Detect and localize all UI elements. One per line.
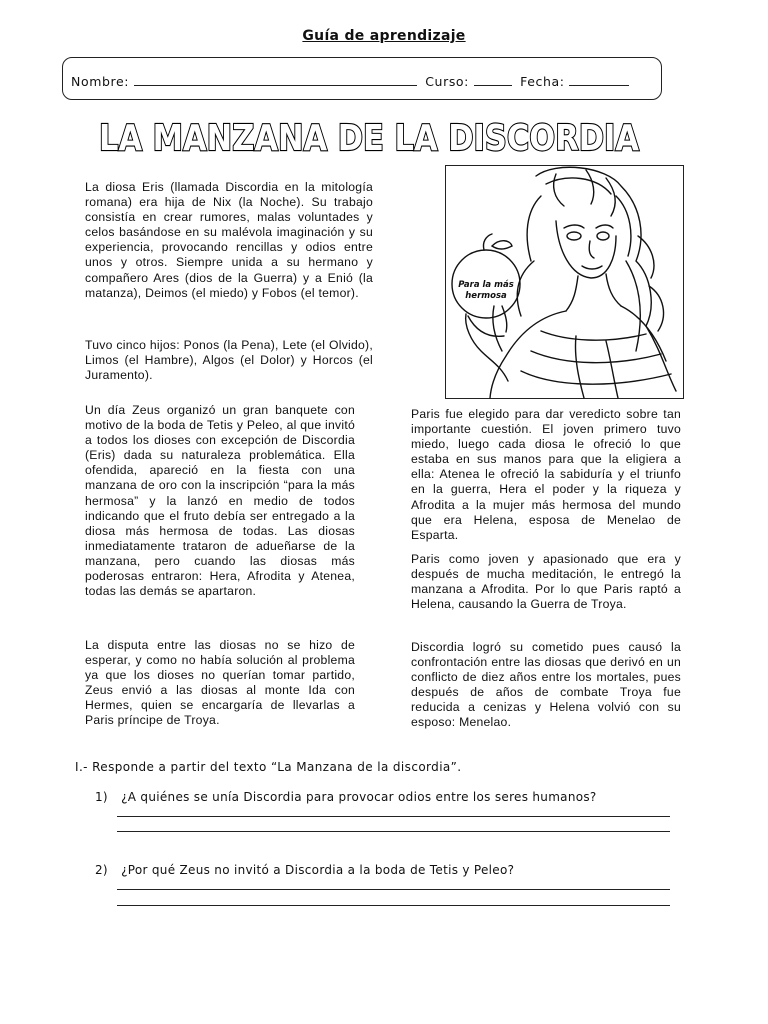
question-text: ¿A quiénes se unía Discordia para provocar odios entre los seres humanos?	[121, 790, 597, 804]
goddess-illustration	[445, 165, 684, 399]
name-blank[interactable]	[134, 74, 417, 86]
question-2	[95, 863, 514, 877]
right-paragraph-3: Discordia logró su cometido pues causó la confrontación entre las diosas que derivó en un conflicto de diez años entre los mortales, pues después de años de combate Troya fue reducida a cenizas y Helena volvió con su esposo: Menelao.	[411, 640, 681, 730]
left-paragraph-2: Tuvo cinco hijos: Ponos (la Pena), Lete (el Olvido), Limos (el Hambre), Algos (el Dolor) y Horcos (el Juramento).	[85, 338, 373, 383]
question-1	[95, 790, 597, 804]
course-blank[interactable]	[474, 74, 512, 86]
section-title: I.- Responde a partir del texto “La Manzana de la discordia”.	[75, 760, 462, 774]
answer-line[interactable]	[117, 831, 670, 832]
question-text: ¿Por qué Zeus no invitó a Discordia a la boda de Tetis y Peleo?	[121, 863, 515, 877]
apple-inscription-line1: Para la más	[458, 280, 514, 290]
right-paragraph-2: Paris como joven y apasionado que era y después de mucha meditación, le entregó la manzana a Afrodita. Por lo que Paris raptó a Helena, causando la Guerra de Troya.	[411, 552, 681, 612]
date-blank[interactable]	[569, 74, 629, 86]
date-label: Fecha:	[520, 74, 565, 89]
right-paragraph-1: Paris fue elegido para dar veredicto sobre tan importante cuestión. El joven primero tuvo miedo, luego cada diosa le ofreció lo que estaba en sus manos para que la eligiera a ella: Atenea le ofreció la sabiduría y el triunfo en la guerra, Hera el poder y la riqueza y Afrodita a la mujer más hermosa del mundo que era Helena, esposa de Menelao de Esparta.	[411, 407, 681, 542]
goddess-drawing	[446, 166, 683, 398]
question-number: 2)	[95, 863, 108, 877]
course-label: Curso:	[425, 74, 469, 89]
answer-line[interactable]	[117, 816, 670, 817]
main-title-text: LA MANZANA DE LA DISCORDIA	[99, 118, 640, 159]
answer-line[interactable]	[117, 905, 670, 906]
left-paragraph-3: Un día Zeus organizó un gran banquete con motivo de la boda de Tetis y Peleo, al que invitó a todos los dioses con excepción de Discordia (Eris) dada su naturaleza problemática. Ella ofendida, apareció en la fiesta con una manzana de oro con la inscripción “para la más hermosa” y la lanzó en medio de todos indicando que el fruto debía ser entregado a la diosa más hermosa de todas. Las diosas inmediatamente trataron de adueñarse de la manzana, pero cuando las diosas más poderosas entraron: Hera, Afrodita y Atenea, todas las demás se apartaron.	[85, 403, 355, 599]
left-paragraph-1: La diosa Eris (llamada Discordia en la mitología romana) era hija de Nix (la Noche). Su trabajo consistía en crear rumores, malas voluntades y celos basándose en su malévola imaginación y su experiencia, provocando rencillas y odios entre unos y otros. Siempre unida a su hermano y compañero Ares (dios de la Guerra) y a Enió (la matanza), Deimos (el miedo) y Fobos (el temor).	[85, 180, 373, 300]
answer-line[interactable]	[117, 889, 670, 890]
question-number: 1)	[95, 790, 108, 804]
main-title	[96, 112, 642, 160]
name-label: Nombre:	[71, 74, 130, 89]
student-info-box	[62, 57, 662, 100]
apple-inscription-line2: hermosa	[465, 291, 507, 301]
left-paragraph-4: La disputa entre las diosas no se hizo de esperar, y como no había solución al problema ya que los dioses no querían tomar partido, Zeus envió a las diosas al monte Ida con Hermes, quien se encargaría de llevarlas a Paris príncipe de Troya.	[85, 638, 355, 728]
student-info-line	[71, 74, 629, 89]
guide-title: Guía de aprendizaje	[302, 28, 466, 44]
